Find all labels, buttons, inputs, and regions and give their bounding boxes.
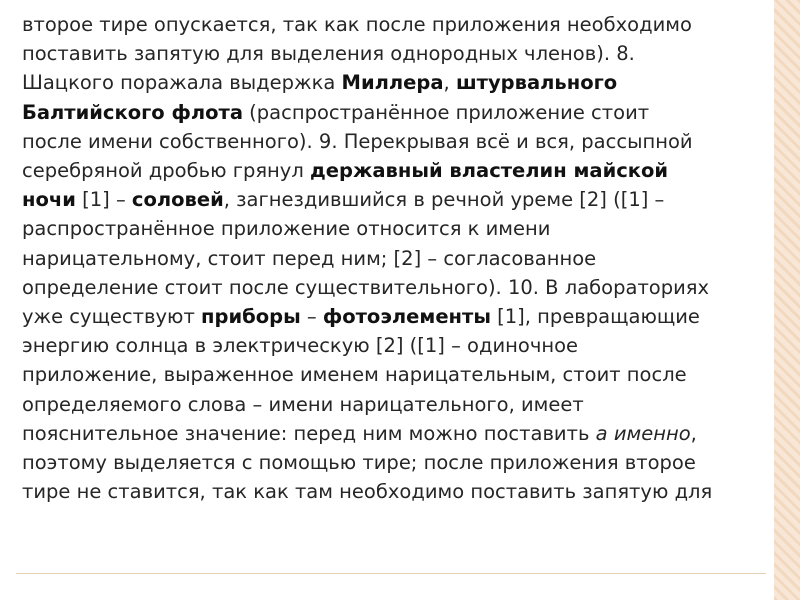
text-run: распространённое приложение относится к имени [22, 217, 551, 241]
text-run: определение стоит после существительного). 10. В лабораториях [22, 275, 710, 299]
bold-term: Балтийского флота [22, 100, 243, 124]
text-line [22, 448, 774, 477]
decorative-side-stripe [774, 0, 800, 600]
italic-term: а именно [595, 421, 691, 445]
bold-term: державный властелин майской [310, 159, 669, 183]
text-run: , загнездившийся в речной уреме [2] ([1] – [223, 188, 665, 212]
text-line [22, 214, 774, 243]
text-run: , [443, 71, 456, 95]
text-line [22, 390, 774, 419]
text-run: определяемого слова – имени нарицательного, имеет [22, 392, 584, 416]
text-run: нарицательному, стоит перед ним; [2] – согласованное [22, 246, 597, 270]
text-line [22, 273, 774, 302]
bold-term: фотоэлементы [322, 305, 491, 329]
bold-term: ночи [22, 188, 76, 212]
bold-term: штурвального [455, 71, 618, 95]
text-run: поэтому выделяется с помощью тире; после приложения второе [22, 451, 696, 475]
text-run: поставить запятую для выделения однородных членов). 8. [22, 42, 635, 66]
text-run: (распространённое приложение стоит [242, 100, 650, 124]
text-run: Шацкого поражала выдержка [22, 71, 342, 95]
text-line [22, 185, 774, 214]
text-line [22, 302, 774, 331]
bold-term: приборы [201, 305, 301, 329]
bold-term: соловей [131, 188, 224, 212]
text-line [22, 68, 774, 97]
text-run: после имени собственного). 9. Перекрывая всё и вся, рассыпной [22, 129, 693, 153]
text-line [22, 156, 774, 185]
text-run: серебряной дробью грянул [22, 159, 311, 183]
text-line [22, 419, 774, 448]
text-run: уже существуют [22, 305, 202, 329]
slide-text-body [22, 10, 774, 506]
text-line [22, 98, 774, 127]
bold-term: Миллера [341, 71, 444, 95]
text-line [22, 244, 774, 273]
text-line [22, 360, 774, 389]
text-line [22, 331, 774, 360]
text-run: приложение, выраженное именем нарицательным, стоит после [22, 363, 687, 387]
text-run: тире не ставится, так как там необходимо поставить запятую для [22, 480, 713, 504]
text-run: энергию солнца в электрическую [2] ([1] – одиночное [22, 334, 579, 358]
text-run: пояснительное значение: перед ним можно поставить [22, 421, 596, 445]
text-run: второе тире опускается, так как после приложения необходимо [22, 13, 692, 36]
text-line [22, 477, 774, 506]
bottom-rule [16, 573, 766, 574]
text-run: [1], превращающие [490, 305, 700, 329]
text-run: [1] – [75, 188, 132, 212]
text-run: – [300, 305, 323, 329]
text-line [22, 10, 774, 39]
text-line [22, 127, 774, 156]
text-run: , [690, 421, 697, 445]
text-line [22, 39, 774, 68]
